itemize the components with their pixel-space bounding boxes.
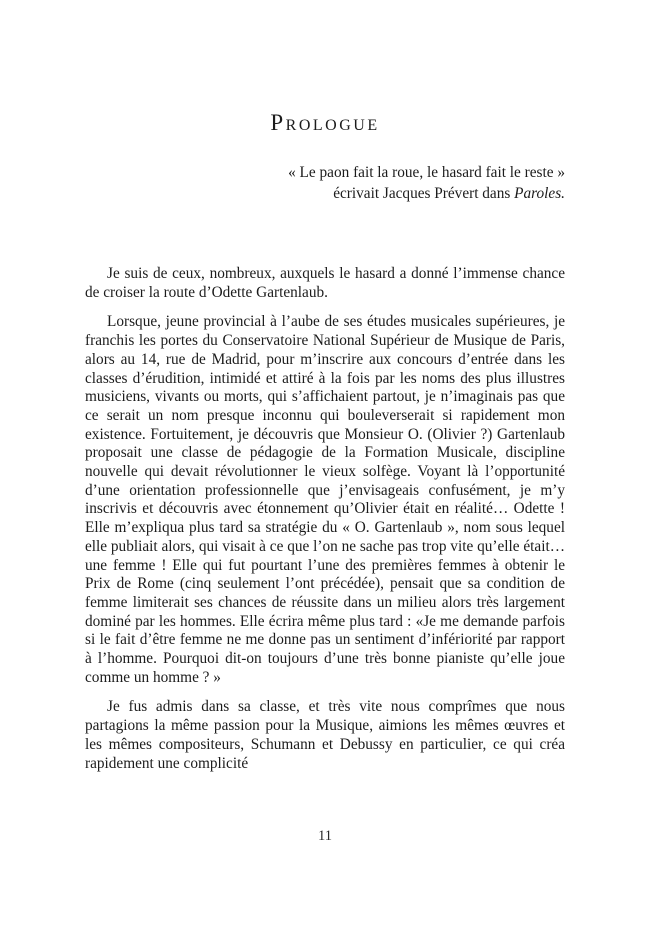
page-number: 11 xyxy=(318,828,332,844)
chapter-heading: Prologue xyxy=(270,110,380,135)
body-text xyxy=(85,265,565,773)
paragraph-2: Lorsque, jeune provincial à l’aube de ses études musicales supérieures, je franchis les portes du Conservatoire National Supérieur de Musique de Paris, alors au 14, rue de Madrid, pour m’inscrire aux concours d’entrée dans les classes d’érudition, intimidé et attiré à la fois par les noms des plus illustres musiciens, vivants ou morts, qui s’affichaient partout, je n’imaginais pas que ce serait un nom presque inconnu qui bouleverserait si rapidement mon existence. Fortuitement, je découvris que Monsieur O. (Olivier ?) Gartenlaub proposait une classe de pédagogie de la Formation Musicale, discipline nouvelle qui devait révolutionner le vieux solfège. Voyant là l’opportunité d’une orientation professionnelle que j’envisageais confusément, je m’y inscrivis et découvris avec étonnement qu’Olivier était en réalité… Odette ! Elle m’expliqua plus tard sa stratégie du « O. Gartenlaub », nom sous lequel elle publiait alors, qui visait à ce que l’on ne sache pas trop vite qu’elle était… une femme ! Elle qui fut pourtant l’une des premières femmes à obtenir le Prix de Rome (cinq seulement l’ont précédée), pensait que sa condition de femme limiterait ses chances de réussite dans un milieu alors très largement dominé par les hommes. Elle écrira même plus tard : «Je me demande parfois si le fait d’être femme ne me donne pas un sentiment d’infériorité par rapport à l’homme. Pourquoi dit-on toujours d’une très bonne pianiste qu’elle joue comme un homme ? » xyxy=(85,313,565,686)
epigraph-attribution-text: écrivait Jacques Prévert dans xyxy=(333,184,515,202)
epigraph-attribution xyxy=(85,184,565,205)
epigraph-work-title: Paroles. xyxy=(514,184,565,202)
epigraph xyxy=(85,163,565,204)
epigraph-quote: « Le paon fait la roue, le hasard fait le reste » xyxy=(288,164,565,181)
paragraph-1: Je suis de ceux, nombreux, auxquels le hasard a donné l’immense chance de croiser la route d’Odette Gartenlaub. xyxy=(85,265,565,301)
paragraph-3: Je fus admis dans sa classe, et très vite nous comprîmes que nous partagions la même passion pour la Musique, aimions les mêmes œuvres et les mêmes compositeurs, Schumann et Debussy en particulier, ce qui créa rapidement une complicité xyxy=(85,698,565,772)
